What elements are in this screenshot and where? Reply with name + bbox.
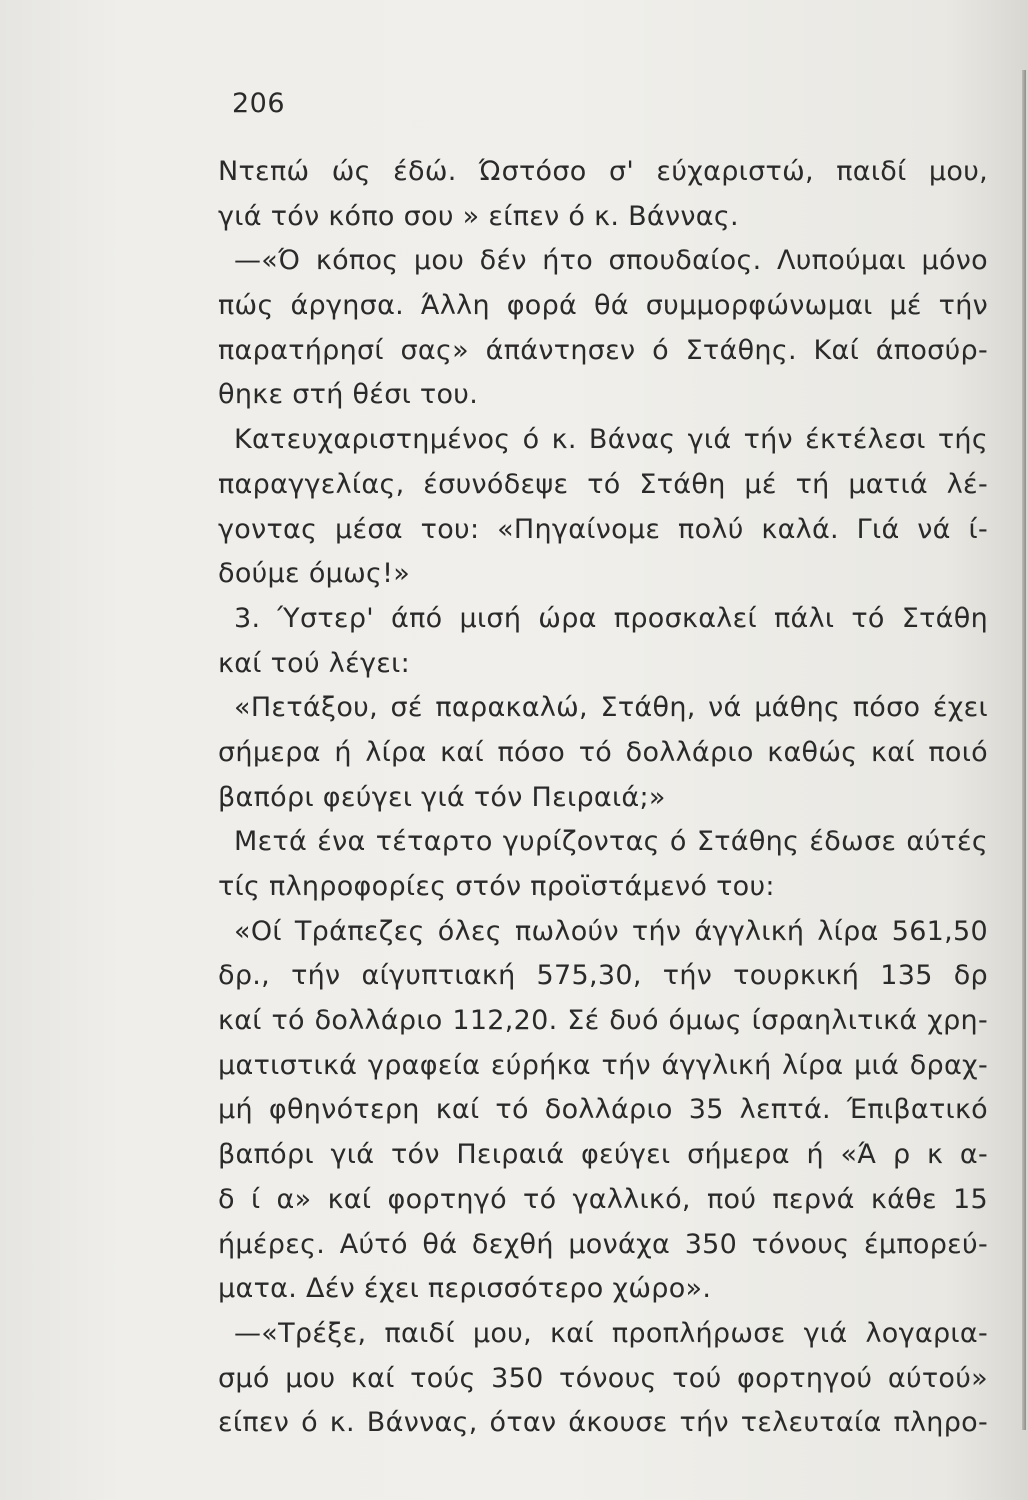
text-line: σήμερα ή λίρα καί πόσο τό δολλάριο καθώς καί ποιό: [218, 736, 988, 768]
text-line: γιά τόν κόπο σου » είπεν ό κ. Βάννας.: [218, 200, 739, 232]
page-edge-shadow: [1022, 70, 1026, 1430]
page-number: 206: [232, 88, 286, 119]
text-line: «Οί Τράπεζες όλες πωλούν τήν άγγλική λίρα 561,50: [234, 915, 988, 947]
text-line: καί τό δολλάριο 112,20. Σέ δυό όμως ίσραηλιτικά χρη-: [218, 1005, 988, 1037]
text-line: παραγγελίας, έσυνόδεψε τό Στάθη μέ τή ματιά λέ-: [218, 468, 988, 500]
text-line: ματα. Δέν έχει περισσότερο χώρο».: [218, 1273, 712, 1305]
text-line: είπεν ό κ. Βάννας, όταν άκουσε τήν τελευταία πληρο-: [218, 1407, 988, 1439]
text-line: πώς άργησα. Άλλη φορά θά συμμορφώνωμαι μέ τήν: [218, 290, 988, 322]
text-line: Μετά ένα τέταρτο γυρίζοντας ό Στάθης έδωσε αύτές: [234, 826, 988, 858]
text-line: «Πετάξου, σέ παρακαλώ, Στάθη, νά μάθης πόσο έχει: [234, 692, 988, 724]
text-line: σμό μου καί τούς 350 τόνους τού φορτηγού αύτού»: [218, 1362, 988, 1394]
text-line: δ ί α» καί φορτηγό τό γαλλικό, πού περνά κάθε 15: [218, 1183, 988, 1215]
text-line: τίς πληροφορίες στόν προϊστάμενό του:: [218, 871, 775, 902]
text-line: ματιστικά γραφεία εύρήκα τήν άγγλική λίρα μιά δραχ-: [218, 1049, 988, 1081]
text-line: παρατήρησί σας» άπάντησεν ό Στάθης. Καί άποσύρ-: [218, 334, 988, 366]
text-line: βαπόρι γιά τόν Πειραιά φεύγει σήμερα ή «Ά ρ κ α-: [218, 1139, 988, 1171]
text-line: ήμέρες. Αύτό θά δεχθή μονάχα 350 τόνους έμπορεύ-: [218, 1228, 988, 1260]
text-line: θηκε στή θέσι του.: [218, 379, 479, 411]
body-text: [218, 150, 988, 1446]
text-line: γοντας μέσα του: «Πηγαίνομε πολύ καλά. Γιά νά ί-: [218, 513, 988, 545]
text-line: Ντεπώ ώς έδώ. Ώστόσο σ' εύχαριστώ, παιδί μου,: [218, 156, 988, 187]
text-line: μή φθηνότερη καί τό δολλάριο 35 λεπτά. Έπιβατικό: [218, 1094, 988, 1126]
text-line: δρ., τήν αίγυπτιακή 575,30, τήν τουρκική 135 δρ: [218, 960, 988, 992]
text-line: Κατευχαριστημένος ό κ. Βάνας γιά τήν έκτέλεσι τής: [234, 424, 988, 456]
text-line: βαπόρι φεύγει γιά τόν Πειραιά;»: [218, 781, 666, 813]
text-line: δούμε όμως!»: [218, 558, 411, 590]
text-line: 3. Ύστερ' άπό μισή ώρα προσκαλεί πάλι τό Στάθη: [234, 602, 988, 634]
text-line: —«Τρέξε, παιδί μου, καί προπλήρωσε γιά λογαρια-: [234, 1317, 988, 1349]
text-line: —«Ό κόπος μου δέν ήτο σπουδαίος. Λυπούμαι μόνο: [234, 245, 988, 277]
text-line: καί τού λέγει:: [218, 647, 410, 679]
